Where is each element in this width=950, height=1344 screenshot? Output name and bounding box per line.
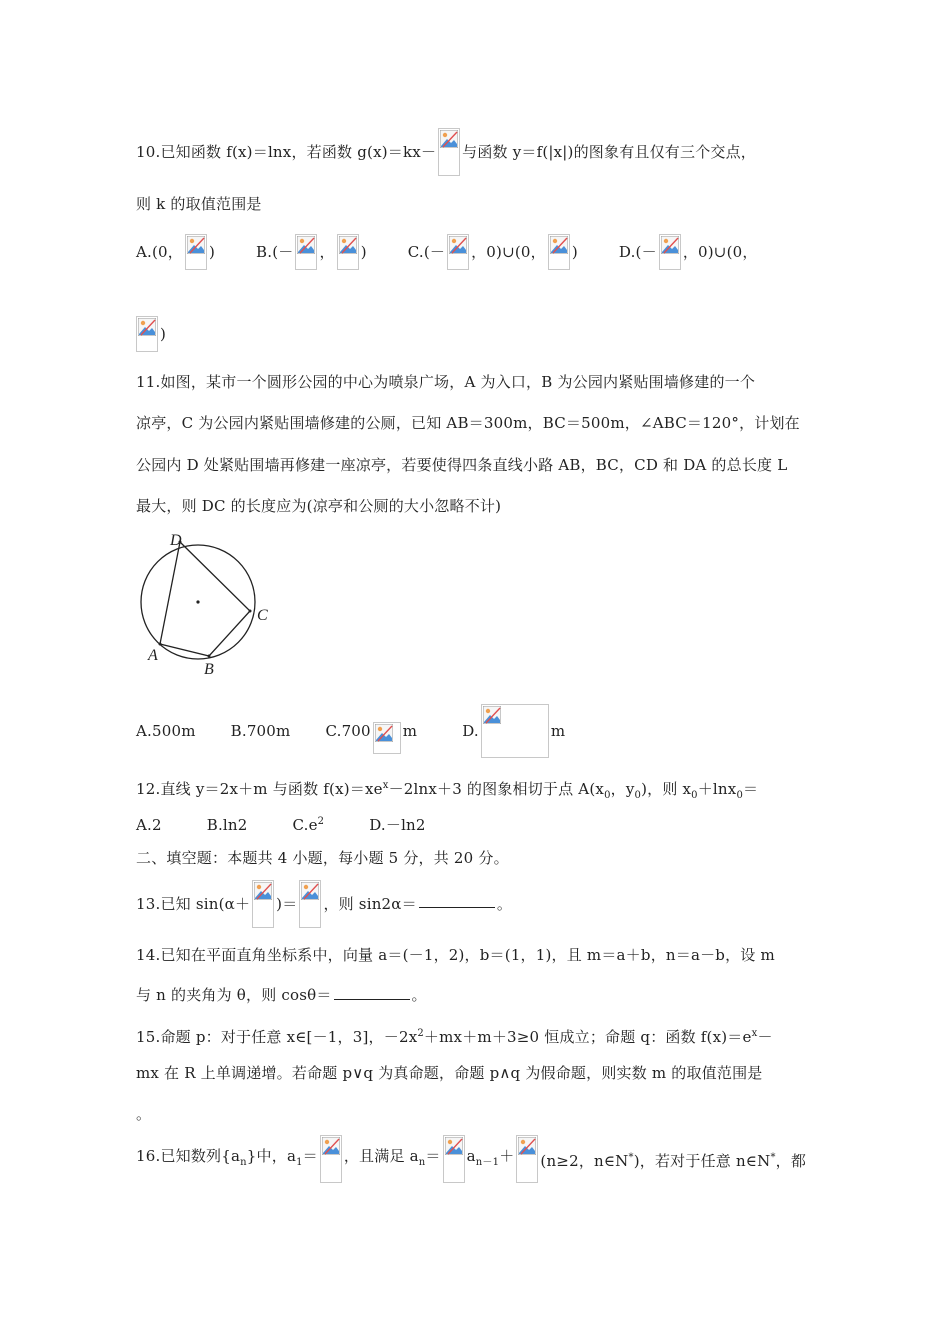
broken-image-icon <box>252 880 274 928</box>
broken-image-icon <box>320 1135 342 1183</box>
broken-image-icon <box>299 880 321 928</box>
broken-image-icon <box>659 234 681 270</box>
q13: 13.已知 sin(α＋ )＝ ，则 sin2α＝ 。 <box>136 880 512 928</box>
label-C: C <box>257 607 268 624</box>
broken-image-icon <box>443 1135 465 1183</box>
q10-line2: 则 k 的取值范围是 <box>136 195 262 213</box>
q14-line2: 与 n 的夹角为 θ，则 cosθ＝ 。 <box>136 986 427 1004</box>
broken-image-icon <box>438 128 460 176</box>
q11-options: A.500m B.700m C.700 m D. m <box>136 704 565 758</box>
q10-options: A.(0， ) B.(－ ， ) C.(－ ，0)∪(0， ) D.(－ ，0)∪(0， <box>136 234 758 270</box>
answer-blank[interactable] <box>334 985 410 1000</box>
q11-line2: 凉亭，C 为公园内紧贴围墙修建的公厕，已知 AB＝300m，BC＝500m，∠ABC＝120°，计划在 <box>136 414 800 432</box>
q10-line1: 10.已知函数 f(x)＝lnx，若函数 g(x)＝kx－ 与函数 y＝f(|x|)的图象有且仅有三个交点， <box>136 128 756 176</box>
q15-line1: 15.命题 p：对于任意 x∈[－1，3]，$-2x^2+mx+m+3\ge 0$ 恒成立；命题 q：函数 $f(x)=e^x-$ <box>136 1028 773 1046</box>
broken-image-icon <box>548 234 570 270</box>
label-D: D <box>170 532 182 549</box>
circle-figure <box>130 528 280 678</box>
broken-image-icon <box>185 234 207 270</box>
label-A: A <box>148 647 158 664</box>
q14-line1: 14.已知在平面直角坐标系中，向量 a＝(－1，2)，b＝(1，1)，且 m＝a＋b，n＝a－b，设 m <box>136 946 775 964</box>
q10-line4: ) <box>136 316 166 352</box>
q11-line4: 最大，则 DC 的长度应为(凉亭和公厕的大小忽略不计) <box>136 497 502 515</box>
q15-line2: mx 在 R 上单调递增。若命题 p∨q 为真命题，命题 p∧q 为假命题，则实数 m 的取值范围是 <box>136 1064 763 1082</box>
broken-image-icon <box>295 234 317 270</box>
q12-line1: 12.直线 y＝2x＋m 与函数 $f(x)=xe^x-2\ln x+3$ 的图象相切于点 $A(x_0$，$y_0$)，则 $x_0+\ln x_0=$ <box>136 780 759 801</box>
broken-image-icon <box>481 704 549 758</box>
center-point <box>196 600 199 603</box>
q12-options: A.2 B.ln2 $C.e^2$ D.－ln2 <box>136 816 426 834</box>
q11-line1: 11.如图，某市一个圆形公园的中心为喷泉广场，A 为入口，B 为公园内紧贴围墙修建的一个 <box>136 373 756 391</box>
broken-image-icon <box>516 1135 538 1183</box>
section-heading: 二、填空题：本题共 4 小题，每小题 5 分，共 20 分。 <box>136 849 509 867</box>
q11-line3: 公园内 D 处紧贴围墙再修建一座凉亭，若要使得四条直线小路 AB，BC，CD 和 DA 的总长度 L <box>136 456 788 474</box>
broken-image-icon <box>447 234 469 270</box>
broken-image-icon <box>136 316 158 352</box>
q16-line1: 16.已知数列$\{a_n\}$中，$a_1=$ ，且满足 $a_n=$ $a_{n-1}+$ (n≥2，n∈N*)，若对于任意 n∈N*，都 <box>136 1135 806 1183</box>
broken-image-icon <box>373 722 401 754</box>
broken-image-icon <box>337 234 359 270</box>
answer-blank[interactable] <box>419 893 495 908</box>
q15-line3: 。 <box>136 1105 152 1123</box>
label-B: B <box>204 661 214 678</box>
